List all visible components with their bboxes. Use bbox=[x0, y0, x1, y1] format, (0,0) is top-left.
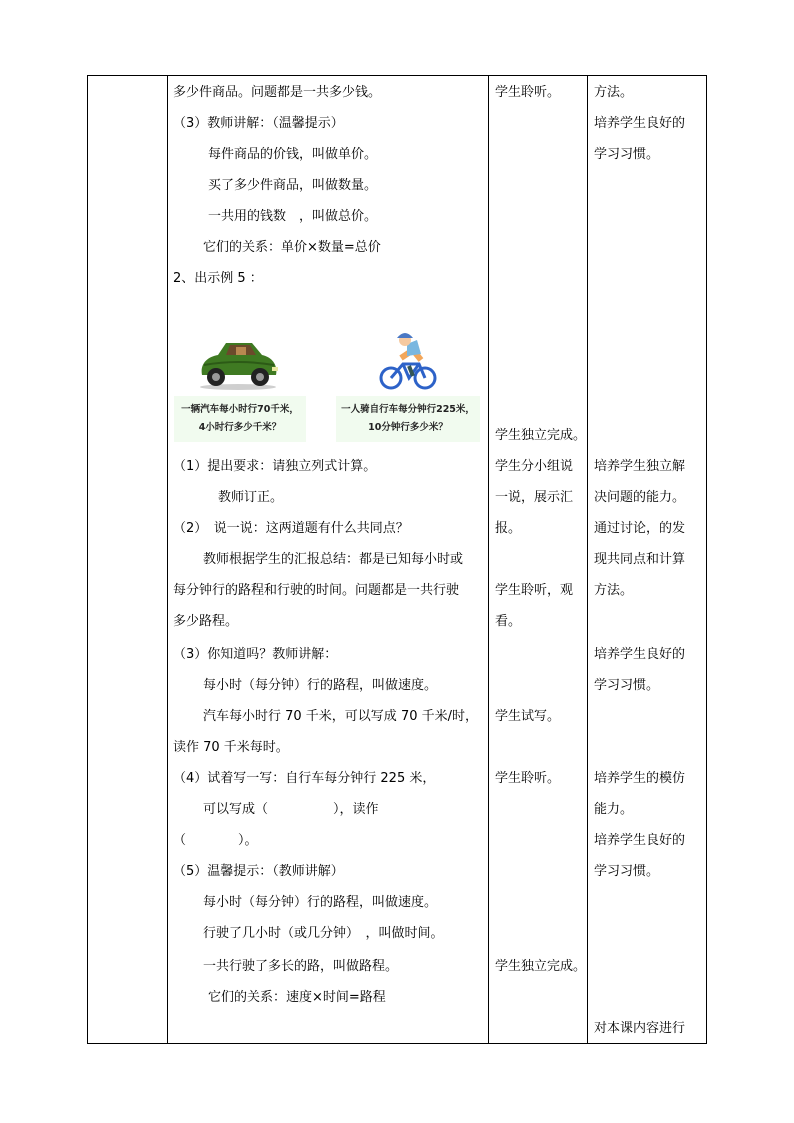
design-intent: 学习习惯。 bbox=[594, 864, 660, 879]
table-right-border bbox=[706, 75, 707, 1044]
design-intent: 培养学生良好的 bbox=[594, 833, 686, 848]
process-line: 多少件商品。问题都是一共多少钱。 bbox=[173, 85, 382, 100]
process-line: 每小时（每分钟）行的路程，叫做速度。 bbox=[203, 895, 438, 910]
table-left-border bbox=[87, 75, 88, 1044]
process-line: 多少路程。 bbox=[173, 614, 239, 629]
design-intent: 培养学生良好的 bbox=[594, 647, 686, 662]
cyclist-illustration bbox=[377, 330, 439, 390]
process-line: 它们的关系：单价×数量=总价 bbox=[203, 240, 381, 255]
car-illustration bbox=[196, 335, 280, 393]
table-bottom-border bbox=[87, 1043, 707, 1044]
process-line: （3）你知道吗？教师讲解： bbox=[173, 647, 338, 662]
process-line: （5）温馨提示：（教师讲解） bbox=[173, 864, 344, 879]
design-intent: 方法。 bbox=[594, 85, 634, 100]
bike-problem-card bbox=[336, 396, 480, 442]
process-line: 行驶了几小时（或几分钟） ，叫做时间。 bbox=[203, 926, 444, 941]
student-activity: 一说，展示汇 bbox=[495, 490, 574, 505]
process-line: （3）教师讲解：（温馨提示） bbox=[173, 116, 344, 131]
process-line: （1）提出要求：请独立列式计算。 bbox=[173, 459, 377, 474]
process-line: 每分钟行的路程和行驶的时间。问题都是一共行驶 bbox=[173, 583, 460, 598]
student-activity: 学生分小组说 bbox=[495, 459, 574, 474]
table-top-border bbox=[87, 75, 707, 76]
col-divider-1 bbox=[167, 75, 168, 1044]
design-intent: 能力。 bbox=[594, 802, 634, 817]
process-line: （ ）。 bbox=[173, 833, 258, 848]
process-line: 教师根据学生的汇报总结：都是已知每小时或 bbox=[203, 552, 464, 567]
process-line: 一共行驶了多长的路，叫做路程。 bbox=[203, 959, 399, 974]
process-line: 汽车每小时行 70 千米，可以写成 70 千米/时， bbox=[203, 709, 478, 724]
process-line: 可以写成（ ），读作 bbox=[203, 802, 379, 817]
design-intent: 方法。 bbox=[594, 583, 634, 598]
design-intent: 培养学生独立解 bbox=[594, 459, 686, 474]
car-problem-text-2: 4小时行多少千米？ bbox=[198, 422, 282, 433]
design-intent: 培养学生的模仿 bbox=[594, 771, 686, 786]
student-activity: 看。 bbox=[495, 614, 522, 629]
student-activity: 学生聆听，观 bbox=[495, 583, 574, 598]
car-problem-card bbox=[174, 396, 306, 442]
process-line: （2） 说一说：这两道题有什么共同点？ bbox=[173, 521, 409, 536]
col-divider-2 bbox=[488, 75, 489, 1044]
process-line: 每小时（每分钟）行的路程，叫做速度。 bbox=[203, 678, 438, 693]
process-line: （4）试着写一写：自行车每分钟行 225 米， bbox=[173, 771, 436, 786]
design-intent: 学习习惯。 bbox=[594, 147, 660, 162]
student-activity: 学生试写。 bbox=[495, 709, 561, 724]
car-problem-text-1: 一辆汽车每小时行70千米， bbox=[181, 404, 299, 415]
design-intent: 决问题的能力。 bbox=[594, 490, 686, 505]
bike-problem-text-1: 一人骑自行车每分钟行225米， bbox=[341, 404, 475, 415]
student-activity: 学生聆听。 bbox=[495, 771, 561, 786]
bike-problem-text-2: 10分钟行多少米？ bbox=[368, 422, 448, 433]
design-intent: 对本课内容进行 bbox=[594, 1021, 686, 1036]
design-intent: 现共同点和计算 bbox=[594, 552, 686, 567]
col-divider-3 bbox=[587, 75, 588, 1044]
design-intent: 通过讨论，的发 bbox=[594, 521, 686, 536]
student-activity: 学生聆听。 bbox=[495, 85, 561, 100]
process-line: 读作 70 千米每时。 bbox=[173, 740, 289, 755]
process-line: 一共用的钱数 ，叫做总价。 bbox=[208, 209, 378, 224]
student-activity: 学生独立完成。 bbox=[495, 959, 587, 974]
process-line: 买了多少件商品，叫做数量。 bbox=[208, 178, 378, 193]
process-line: 教师订正。 bbox=[218, 490, 284, 505]
process-line: 2、出示例 5 ： bbox=[173, 271, 263, 286]
design-intent: 学习习惯。 bbox=[594, 678, 660, 693]
student-activity: 学生独立完成。 bbox=[495, 428, 587, 443]
process-line: 它们的关系：速度×时间=路程 bbox=[208, 990, 386, 1005]
design-intent: 培养学生良好的 bbox=[594, 116, 686, 131]
student-activity: 报。 bbox=[495, 521, 522, 536]
process-line: 每件商品的价钱，叫做单价。 bbox=[208, 147, 378, 162]
